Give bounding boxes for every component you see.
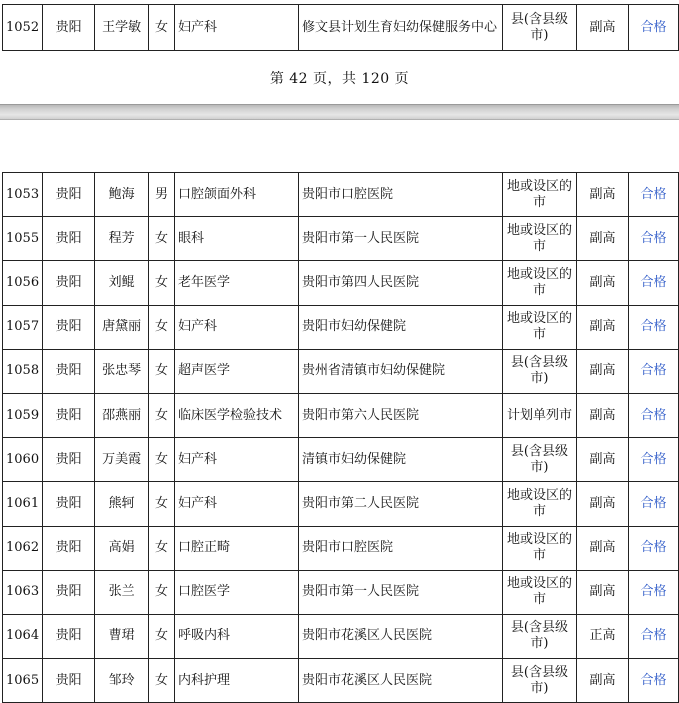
cell-sex: 女	[149, 526, 175, 570]
cell-unit: 贵阳市第一人民医院	[299, 217, 503, 261]
cell-result: 合格	[628, 349, 678, 393]
cell-dept: 妇产科	[175, 482, 299, 526]
cell-level: 县(含县级市)	[502, 659, 576, 703]
table-row	[3, 570, 679, 614]
cell-result: 合格	[628, 173, 678, 217]
cell-dept: 妇产科	[175, 438, 299, 482]
cell-no: 1060	[3, 438, 43, 482]
cell-result: 合格	[628, 482, 678, 526]
cell-sex: 女	[149, 305, 175, 349]
table-row	[3, 526, 679, 570]
table-row	[3, 393, 679, 437]
cell-unit: 贵阳市第四人民医院	[299, 261, 503, 305]
cell-unit: 贵阳市花溪区人民医院	[299, 659, 503, 703]
cell-title: 副高	[576, 526, 628, 570]
cell-unit: 贵阳市口腔医院	[299, 173, 503, 217]
cell-title: 副高	[576, 570, 628, 614]
cell-unit: 修文县计划生育妇幼保健服务中心	[299, 5, 503, 51]
table-top-fragment	[2, 4, 679, 51]
cell-dept: 老年医学	[175, 261, 299, 305]
cell-dept: 呼吸内科	[175, 614, 299, 658]
cell-level: 县(含县级市)	[502, 438, 576, 482]
cell-name: 张忠琴	[95, 349, 149, 393]
table-row	[3, 217, 679, 261]
cell-unit: 清镇市妇幼保健院	[299, 438, 503, 482]
cell-result: 合格	[628, 261, 678, 305]
cell-result: 合格	[628, 659, 678, 703]
cell-no: 1064	[3, 614, 43, 658]
table-row	[3, 305, 679, 349]
cell-title: 副高	[576, 5, 628, 51]
cell-no: 1057	[3, 305, 43, 349]
cell-city: 贵阳	[43, 305, 95, 349]
cell-title: 副高	[576, 217, 628, 261]
cell-city: 贵阳	[43, 659, 95, 703]
cell-title: 副高	[576, 173, 628, 217]
cell-dept: 妇产科	[175, 305, 299, 349]
cell-name: 熊轲	[95, 482, 149, 526]
cell-city: 贵阳	[43, 173, 95, 217]
cell-sex: 女	[149, 393, 175, 437]
cell-level: 县(含县级市)	[502, 614, 576, 658]
cell-result: 合格	[628, 393, 678, 437]
cell-result: 合格	[628, 526, 678, 570]
cell-sex: 女	[149, 614, 175, 658]
cell-no: 1062	[3, 526, 43, 570]
table-row	[3, 482, 679, 526]
table-row	[3, 659, 679, 703]
page-break-divider	[0, 104, 679, 120]
cell-name: 程芳	[95, 217, 149, 261]
cell-unit: 贵州省清镇市妇幼保健院	[299, 349, 503, 393]
cell-level: 县(含县级市)	[502, 349, 576, 393]
cell-sex: 女	[149, 217, 175, 261]
cell-dept: 口腔颌面外科	[175, 173, 299, 217]
cell-no: 1059	[3, 393, 43, 437]
table-row	[3, 5, 679, 51]
cell-title: 正高	[576, 614, 628, 658]
cell-city: 贵阳	[43, 614, 95, 658]
table-row	[3, 261, 679, 305]
cell-sex: 女	[149, 5, 175, 51]
cell-dept: 临床医学检验技术	[175, 393, 299, 437]
cell-result: 合格	[628, 614, 678, 658]
cell-level: 地或设区的市	[502, 570, 576, 614]
cell-no: 1055	[3, 217, 43, 261]
cell-sex: 男	[149, 173, 175, 217]
cell-result: 合格	[628, 5, 678, 51]
cell-name: 万美霞	[95, 438, 149, 482]
cell-no: 1063	[3, 570, 43, 614]
cell-unit: 贵阳市第六人民医院	[299, 393, 503, 437]
cell-unit: 贵阳市花溪区人民医院	[299, 614, 503, 658]
cell-sex: 女	[149, 659, 175, 703]
cell-title: 副高	[576, 482, 628, 526]
cell-dept: 口腔医学	[175, 570, 299, 614]
cell-level: 地或设区的市	[502, 261, 576, 305]
cell-no: 1061	[3, 482, 43, 526]
cell-dept: 口腔正畸	[175, 526, 299, 570]
cell-sex: 女	[149, 438, 175, 482]
cell-title: 副高	[576, 305, 628, 349]
cell-name: 鲍海	[95, 173, 149, 217]
cell-level: 县(含县级市)	[502, 5, 576, 51]
cell-city: 贵阳	[43, 570, 95, 614]
cell-name: 张兰	[95, 570, 149, 614]
cell-city: 贵阳	[43, 5, 95, 51]
table-row	[3, 614, 679, 658]
cell-no: 1065	[3, 659, 43, 703]
cell-level: 地或设区的市	[502, 305, 576, 349]
cell-unit: 贵阳市第二人民医院	[299, 482, 503, 526]
table-row	[3, 438, 679, 482]
cell-sex: 女	[149, 570, 175, 614]
cell-title: 副高	[576, 393, 628, 437]
cell-dept: 内科护理	[175, 659, 299, 703]
page-indicator: 第 42 页，共 120 页	[269, 71, 410, 87]
table-row	[3, 173, 679, 217]
cell-no: 1058	[3, 349, 43, 393]
cell-name: 曹珺	[95, 614, 149, 658]
cell-name: 唐黛丽	[95, 305, 149, 349]
cell-title: 副高	[576, 438, 628, 482]
cell-result: 合格	[628, 438, 678, 482]
cell-name: 邵燕丽	[95, 393, 149, 437]
cell-name: 高娟	[95, 526, 149, 570]
cell-level: 计划单列市	[502, 393, 576, 437]
cell-level: 地或设区的市	[502, 526, 576, 570]
cell-sex: 女	[149, 261, 175, 305]
cell-city: 贵阳	[43, 349, 95, 393]
cell-city: 贵阳	[43, 393, 95, 437]
results-table	[2, 172, 679, 703]
cell-no: 1056	[3, 261, 43, 305]
cell-dept: 眼科	[175, 217, 299, 261]
cell-level: 地或设区的市	[502, 482, 576, 526]
cell-sex: 女	[149, 349, 175, 393]
cell-level: 地或设区的市	[502, 217, 576, 261]
cell-city: 贵阳	[43, 482, 95, 526]
table-row	[3, 349, 679, 393]
cell-title: 副高	[576, 349, 628, 393]
cell-city: 贵阳	[43, 261, 95, 305]
cell-name: 邹玲	[95, 659, 149, 703]
cell-dept: 妇产科	[175, 5, 299, 51]
cell-result: 合格	[628, 305, 678, 349]
cell-level: 地或设区的市	[502, 173, 576, 217]
cell-city: 贵阳	[43, 526, 95, 570]
cell-unit: 贵阳市妇幼保健院	[299, 305, 503, 349]
cell-result: 合格	[628, 570, 678, 614]
cell-unit: 贵阳市第一人民医院	[299, 570, 503, 614]
cell-no: 1053	[3, 173, 43, 217]
cell-unit: 贵阳市口腔医院	[299, 526, 503, 570]
cell-name: 刘鲲	[95, 261, 149, 305]
cell-result: 合格	[628, 217, 678, 261]
cell-name: 王学敏	[95, 5, 149, 51]
cell-no: 1052	[3, 5, 43, 51]
cell-title: 副高	[576, 659, 628, 703]
cell-sex: 女	[149, 482, 175, 526]
cell-city: 贵阳	[43, 217, 95, 261]
cell-dept: 超声医学	[175, 349, 299, 393]
cell-title: 副高	[576, 261, 628, 305]
cell-city: 贵阳	[43, 438, 95, 482]
